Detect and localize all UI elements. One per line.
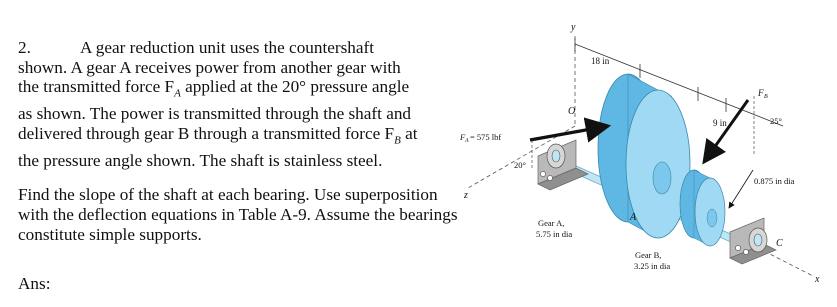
- answer-label: Ans:: [18, 274, 51, 293]
- gear-a-mark: A: [630, 212, 637, 223]
- axis-z-label: z: [464, 190, 468, 201]
- problem-statement: [18, 38, 463, 244]
- force-b-symbol: F: [758, 88, 764, 98]
- problem-paragraph-2: Find the slope of the shaft at each bearing. Use superposition with the deflection equations in Table A-9. Assume the bearings constitute simple supports.: [18, 185, 458, 244]
- line-5: delivered through gear B through a transmitted force F: [18, 123, 395, 143]
- subscript-a: A: [174, 87, 181, 100]
- bearing-o: [538, 140, 588, 190]
- axis-x-label: x: [815, 274, 820, 285]
- force-a-subscript: A: [465, 138, 469, 144]
- dim-9-in: 9 in: [713, 118, 727, 128]
- force-a-symbol: F: [460, 132, 466, 142]
- countershaft-figure: [458, 8, 837, 307]
- bearing-c: [730, 218, 776, 264]
- bearing-c-mark: C: [776, 238, 783, 249]
- gear-b-name: Gear B,: [635, 250, 662, 260]
- line-2: shown. A gear A receives power from another gear with: [18, 57, 401, 77]
- problem-paragraph-1: [18, 38, 463, 170]
- gear-b-dia: 3.25 in dia: [634, 261, 671, 271]
- line-3b: applied at the 20° pressure angle: [180, 77, 410, 97]
- subscript-b: B: [394, 134, 401, 147]
- angle-20-label: 20°: [514, 160, 526, 170]
- origin-label: O: [568, 106, 576, 117]
- angle-25-label: 25°: [770, 116, 782, 126]
- line-1: A gear reduction unit uses the countershaft: [80, 38, 375, 57]
- gear-a-name: Gear A,: [538, 218, 565, 228]
- line-4: as shown. The power is transmitted through the shaft and: [18, 104, 412, 124]
- axis-y-label: y: [571, 22, 576, 33]
- shaft-dia-leader: [729, 170, 753, 208]
- line-5b: at: [400, 123, 418, 143]
- force-a-value: = 575 lbf: [470, 132, 502, 142]
- force-b-subscript: B: [764, 94, 768, 100]
- shaft-dia-label: 0.875 in dia: [754, 176, 795, 186]
- dim-18-in: 18 in: [591, 56, 610, 66]
- force-a-arrow: [530, 126, 608, 140]
- gear-a-dia: 5.75 in dia: [536, 229, 573, 239]
- gear-b: [680, 170, 725, 246]
- line-3: the transmitted force F: [18, 77, 175, 97]
- problem-number: 2.: [18, 38, 31, 57]
- line-6: the pressure angle shown. The shaft is stainless steel.: [18, 150, 383, 170]
- gear-a: [598, 74, 690, 238]
